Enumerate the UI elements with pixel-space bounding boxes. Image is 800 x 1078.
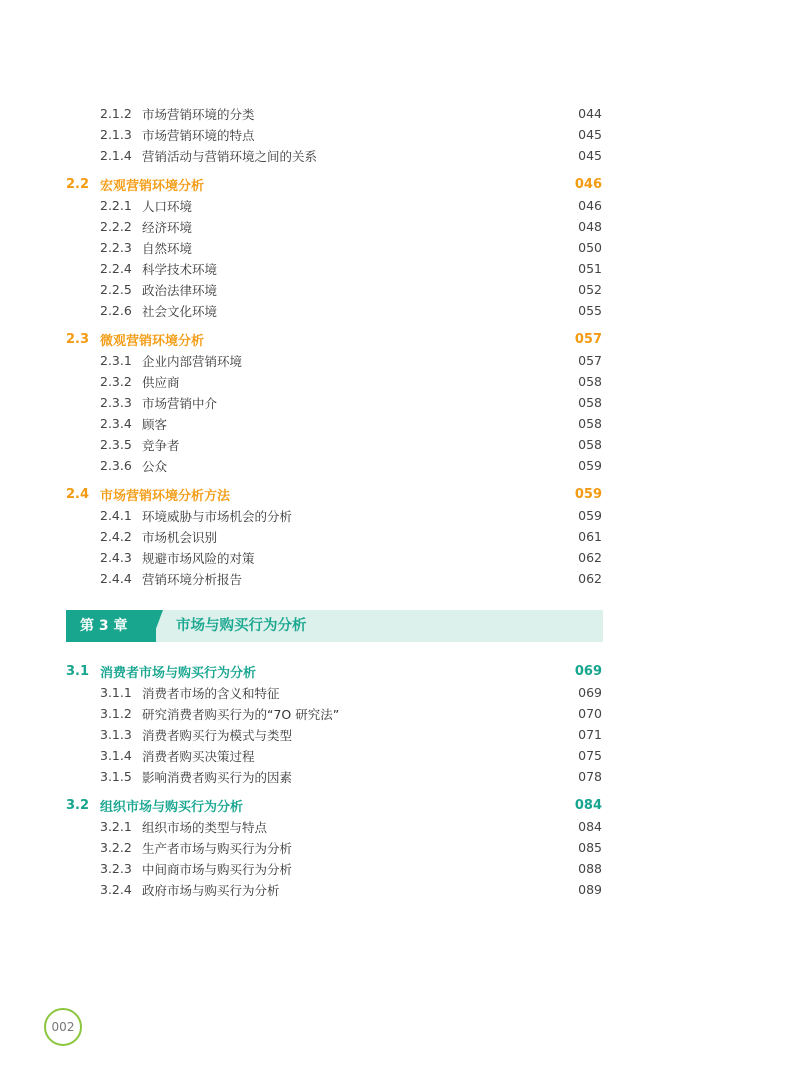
toc-entry-number: 2.2.5	[100, 282, 132, 297]
toc-entry-number: 3.1.1	[100, 685, 132, 700]
toc-entry-title: 社会文化环境	[142, 303, 218, 319]
toc-subsection-entry[interactable]	[66, 816, 602, 837]
toc-entry-title: 营销活动与营销环境之间的关系	[142, 148, 318, 164]
toc-subsection-entry[interactable]	[66, 145, 602, 166]
toc-entry-title: 政治法律环境	[142, 282, 218, 298]
toc-entry-title: 市场营销中介	[142, 395, 218, 411]
toc-entry-number: 2.4.1	[100, 508, 132, 523]
toc-entry-number: 3.1.4	[100, 748, 132, 763]
toc-entry-number: 2.4.3	[100, 550, 132, 565]
toc-subsection-entry[interactable]	[66, 858, 602, 879]
banner-slant-shape	[151, 610, 163, 642]
toc-subsection-entry[interactable]	[66, 258, 602, 279]
toc-subsection-entry[interactable]	[66, 682, 602, 703]
toc-entry-page: 058	[578, 416, 602, 431]
toc-entry-number: 2.2.6	[100, 303, 132, 318]
toc-entry-title: 微观营销环境分析	[100, 334, 205, 349]
toc-subsection-entry[interactable]	[66, 879, 602, 900]
toc-entry-number: 3.2.1	[100, 819, 132, 834]
toc-entry-number: 2.1.3	[100, 127, 132, 142]
toc-entry-title: 市场营销环境分析方法	[100, 489, 231, 504]
toc-entry-title: 环境威胁与市场机会的分析	[142, 508, 293, 524]
toc-entry-page: 075	[578, 748, 602, 763]
toc-entry-page: 045	[578, 148, 602, 163]
toc-entry-page: 046	[578, 198, 602, 213]
toc-entry-number: 3.1.5	[100, 769, 132, 784]
toc-entry-page: 051	[578, 261, 602, 276]
toc-entry-page: 057	[578, 353, 602, 368]
toc-entry-number: 2.4.4	[100, 571, 132, 586]
toc-subsection-entry[interactable]	[66, 216, 602, 237]
toc-subsection-entry[interactable]	[66, 279, 602, 300]
toc-subsection-entry[interactable]	[66, 455, 602, 476]
toc-entry-title: 供应商	[142, 374, 180, 390]
toc-entry-number: 3.2.4	[100, 882, 132, 897]
toc-entry-title: 政府市场与购买行为分析	[142, 882, 280, 898]
toc-entry-page: 088	[578, 861, 602, 876]
toc-entry-number: 2.4.2	[100, 529, 132, 544]
toc-entry-number: 2.2.1	[100, 198, 132, 213]
toc-entry-page: 045	[578, 127, 602, 142]
toc-entry-number: 3.2.2	[100, 840, 132, 855]
toc-entry-number: 2.1.4	[100, 148, 132, 163]
toc-subsection-entry[interactable]	[66, 547, 602, 568]
toc-entry-number: 2.2.3	[100, 240, 132, 255]
toc-entry-page: 078	[578, 769, 602, 784]
chapter-3-banner[interactable]	[66, 610, 603, 642]
toc-entry-page: 070	[578, 706, 602, 721]
toc-entry-page: 052	[578, 282, 602, 297]
toc-entry-number: 2.3.3	[100, 395, 132, 410]
toc-entry-title: 自然环境	[142, 240, 193, 256]
toc-entry-title: 消费者购买决策过程	[142, 748, 255, 764]
toc-entry-number: 2.4	[66, 487, 90, 502]
toc-entry-title: 消费者市场与购买行为分析	[100, 666, 257, 681]
toc-entry-page: 085	[578, 840, 602, 855]
toc-subsection-entry[interactable]	[66, 505, 602, 526]
toc-subsection-entry[interactable]	[66, 837, 602, 858]
toc-entry-page: 057	[574, 332, 602, 347]
toc-entry-title: 科学技术环境	[142, 261, 218, 277]
toc-subsection-entry[interactable]	[66, 766, 602, 787]
toc-subsection-entry[interactable]	[66, 745, 602, 766]
toc-subsection-entry[interactable]	[66, 568, 602, 589]
toc-entry-number: 3.2.3	[100, 861, 132, 876]
toc-subsection-entry[interactable]	[66, 724, 602, 745]
toc-subsection-entry[interactable]	[66, 350, 602, 371]
toc-subsection-entry[interactable]	[66, 195, 602, 216]
chapter-tag: 第 3 章	[66, 610, 156, 642]
toc-entry-title: 企业内部营销环境	[142, 353, 243, 369]
toc-entry-page: 050	[578, 240, 602, 255]
toc-entry-title: 市场营销环境的特点	[142, 127, 255, 143]
toc-entry-page: 061	[578, 529, 602, 544]
toc-entry-page: 084	[578, 819, 602, 834]
toc-entry-page: 059	[578, 458, 602, 473]
toc-entry-page: 048	[578, 219, 602, 234]
chapter-title: 市场与购买行为分析	[176, 618, 307, 634]
toc-entry-number: 2.2	[66, 177, 90, 192]
toc-subsection-entry[interactable]	[66, 237, 602, 258]
toc-entry-page: 069	[574, 664, 602, 679]
toc-entry-title: 组织市场与购买行为分析	[100, 800, 244, 815]
toc-entry-title: 营销环境分析报告	[142, 571, 243, 587]
toc-subsection-entry[interactable]	[66, 413, 602, 434]
toc-entry-number: 2.1.2	[100, 106, 132, 121]
toc-section-entry[interactable]	[66, 795, 602, 816]
toc-entry-title: 顾客	[142, 416, 168, 432]
toc-entry-page: 044	[578, 106, 602, 121]
toc-entry-number: 3.2	[66, 798, 90, 813]
toc-entry-number: 2.3.5	[100, 437, 132, 452]
toc-entry-title: 组织市场的类型与特点	[142, 819, 268, 835]
toc-entry-number: 2.3	[66, 332, 90, 347]
toc-entry-title: 竞争者	[142, 437, 180, 453]
toc-entry-page: 071	[578, 727, 602, 742]
toc-subsection-entry[interactable]	[66, 703, 602, 724]
toc-entry-page: 059	[578, 508, 602, 523]
page-number: 002	[44, 1008, 82, 1046]
toc-entry-page: 069	[578, 685, 602, 700]
toc-entry-title: 市场机会识别	[142, 529, 218, 545]
toc-subsection-entry[interactable]	[66, 392, 602, 413]
toc-section-entry[interactable]	[66, 484, 602, 505]
toc-entry-page: 084	[574, 798, 602, 813]
toc-entry-number: 2.3.1	[100, 353, 132, 368]
toc-subsection-entry[interactable]	[66, 526, 602, 547]
toc-entry-title: 宏观营销环境分析	[100, 179, 205, 194]
toc-entry-number: 3.1.3	[100, 727, 132, 742]
toc-subsection-entry[interactable]	[66, 434, 602, 455]
toc-subsection-entry[interactable]	[66, 371, 602, 392]
toc-entry-number: 2.2.2	[100, 219, 132, 234]
toc-subsection-entry[interactable]	[66, 300, 602, 321]
toc-entry-page: 046	[574, 177, 602, 192]
toc-entry-title: 市场营销环境的分类	[142, 106, 255, 122]
toc-entry-number: 3.1.2	[100, 706, 132, 721]
toc-entry-page: 058	[578, 395, 602, 410]
toc-entry-number: 2.2.4	[100, 261, 132, 276]
toc-section-entry[interactable]	[66, 174, 602, 195]
toc-subsection-entry[interactable]	[66, 124, 602, 145]
toc-subsection-entry[interactable]	[66, 103, 602, 124]
toc-entry-title: 研究消费者购买行为的“7O 研究法”	[142, 706, 340, 722]
toc-entry-title: 消费者购买行为模式与类型	[142, 727, 293, 743]
toc-entry-page: 062	[578, 550, 602, 565]
toc-entry-title: 公众	[142, 458, 168, 474]
toc-entry-number: 3.1	[66, 664, 90, 679]
toc-entry-page: 059	[574, 487, 602, 502]
toc-entry-page: 055	[578, 303, 602, 318]
toc-section-entry[interactable]	[66, 661, 602, 682]
toc-entry-title: 经济环境	[142, 219, 193, 235]
toc-section-entry[interactable]	[66, 329, 602, 350]
toc-entry-title: 人口环境	[142, 198, 193, 214]
toc-entry-number: 2.3.6	[100, 458, 132, 473]
toc-entry-title: 消费者市场的含义和特征	[142, 685, 280, 701]
toc-entry-page: 062	[578, 571, 602, 586]
toc-entry-number: 2.3.2	[100, 374, 132, 389]
toc-entry-page: 058	[578, 374, 602, 389]
toc-entry-title: 影响消费者购买行为的因素	[142, 769, 293, 785]
toc-entry-page: 089	[578, 882, 602, 897]
toc-entry-page: 058	[578, 437, 602, 452]
toc-entry-title: 生产者市场与购买行为分析	[142, 840, 293, 856]
toc-entry-title: 规避市场风险的对策	[142, 550, 255, 566]
toc-entry-title: 中间商市场与购买行为分析	[142, 861, 293, 877]
toc-entry-number: 2.3.4	[100, 416, 132, 431]
